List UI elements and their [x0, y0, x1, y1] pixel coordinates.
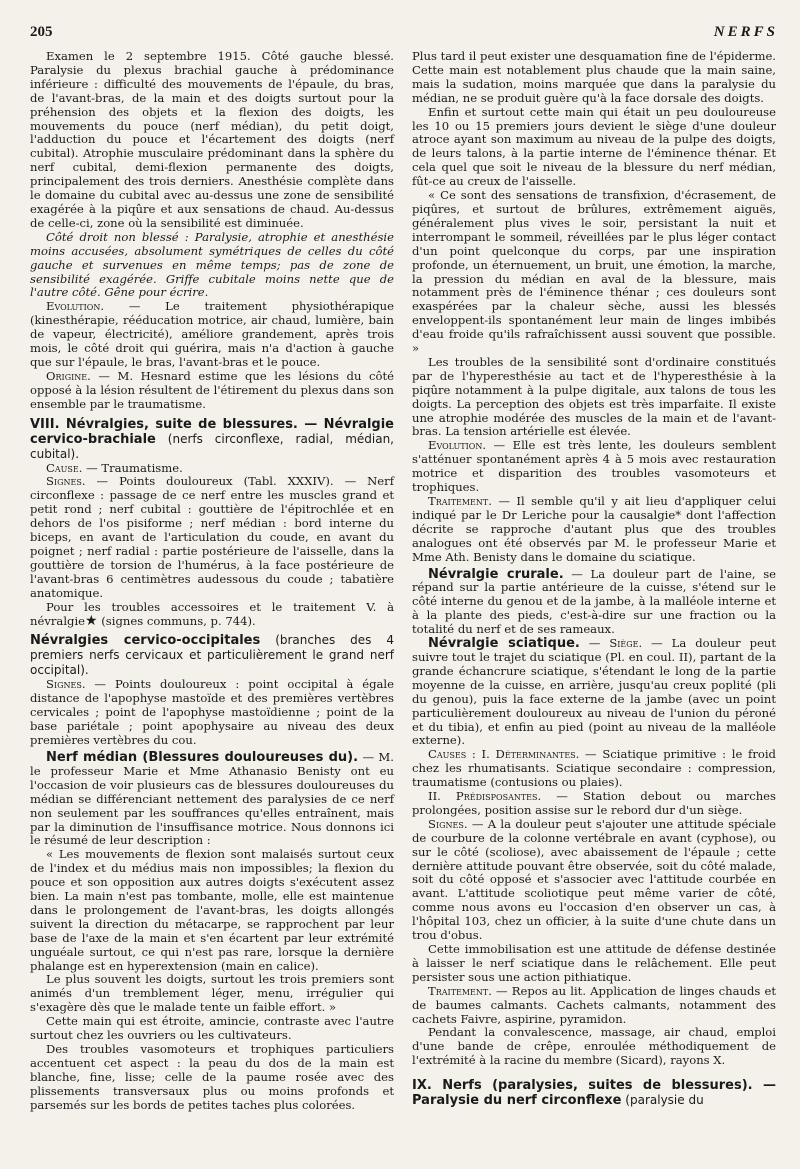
label: Evolution.	[428, 438, 487, 453]
paragraph	[30, 601, 394, 629]
paragraph	[412, 495, 776, 565]
paragraph: Les troubles de la sensibilité sont d'ordinaire constitués par de l'hyperesthésie au tact et de l'hyperesthésie à la piqûre notamment à la pulpe digitale, aux talons de tous les doigts. La perception des objets est très imparfaite. Il existe une atrophie modérée des muscles de la main et de l'avant-bras. La tension artérielle est élevée.	[412, 354, 776, 439]
label: Signes.	[428, 816, 468, 831]
label: Cause.	[46, 460, 83, 475]
paragraph: Pendant la convalescence, massage, air chaud, emploi d'une bande de crêpe, enroulée méthodiquement de l'extrémité à la racine du membre (Sicard), rayons X.	[412, 1025, 776, 1068]
paragraph: Cette main qui est étroite, amincie, contraste avec l'autre surtout chez les ouvriers ou les cultivateurs.	[30, 1014, 394, 1043]
text: — M. Hesnard estime que les lésions du côté opposé à la lésion résultent de l'étirement du plexus dans son ensemble par le traumatisme.	[30, 368, 394, 411]
two-columns	[30, 50, 778, 1113]
label: Signes.	[46, 677, 86, 692]
text: — Elle est très lente, les douleurs semblent s'atténuer spontanément après 4 à 5 mois avec restauration motrice et disparition des troubles vasomoteurs et trophiques.	[412, 438, 776, 495]
section-heading	[30, 417, 394, 462]
paragraph: Des troubles vasomoteurs et trophiques particuliers accentuent cet aspect : la peau du dos de la main est blanche, fine, lisse; celle de la paume rosée avec des plissements transversaux plus ou moins profonds et parsemés sur les bords de petites taches plus colorées.	[30, 1042, 394, 1112]
label: Siège.	[609, 636, 643, 651]
heading-text: IX. Nerfs (paralysies, suites de blessures). — Paralysie du nerf circonflexe	[412, 1078, 776, 1109]
heading-text: Névralgie sciatique.	[428, 636, 580, 652]
paragraph: Cette immobilisation est une attitude de défense destinée à laisser le nerf sciatique dans le relâchement. Elle peut persister sous une action pithiatique.	[412, 942, 776, 984]
heading-text: Nerf médian (Blessures douloureuses du).	[46, 749, 359, 765]
star-icon: ★	[85, 612, 98, 629]
text: — Points douloureux : point occipital à égale distance de l'apophyse mastoïde et des premières vertèbres cervicales ; point de l'apophyse mastoïdienne ; point de la base pariétale ; point apophysaire au niveau des deux premières vertèbres du cou.	[30, 677, 394, 748]
paragraph	[30, 300, 394, 370]
label: II. Prédisposantes.	[428, 789, 542, 804]
paragraph	[30, 462, 394, 476]
paragraph: Le plus souvent les doigts, surtout les trois premiers sont animés d'un tremblement léger, menu, irrégulier qui s'exagère dès que le malade tente un faible effort. »	[30, 972, 394, 1015]
text: — La douleur peut suivre tout le trajet du sciatique (Pl. en coul. II), partant de la grande échancrure sciatique, s'étendant le long de la partie moyenne de la cuisse, en arrière, jusqu'au creux poplité (pli du genou), puis la face externe de la jambe (avec un point particulièrement douloureux au niveau de l'union du péroné et du tibia), et enfin au pied (point au niveau de la malléole externe).	[412, 636, 777, 748]
paragraph	[30, 370, 394, 412]
page-number: 205	[30, 24, 53, 40]
text: — Traumatisme.	[82, 460, 183, 475]
paragraph	[30, 475, 394, 600]
heading-text: VIII. Névralgies, suite de blessures. — Névralgie cervico-brachiale	[30, 416, 394, 447]
paragraph	[412, 748, 776, 790]
text: — M. le professeur Marie et Mme Athanasio Benisty ont eu l'occasion de voir plusieurs cas de blessures douloureuses du médian se différenciant nettement des paralysies de ce nerf non seulement par les souffrances qu'elles entraînent, mais par la diminution de l'insuffisance motrice. Nous donnons ici le résumé de leur description :	[30, 749, 394, 848]
paragraph: « Les mouvements de flexion sont malaisés surtout ceux de l'index et du médius mais non impossibles; la flexion du pouce et son opposition aux autres doigts s'exécutent assez bien. La main n'est pas tombante, molle, elle est maintenue dans le prolongement de l'avant-bras, les doigts allongés suivent la direction du métacarpe, se rapprochent par leur base de l'axe de la main et s'en écartent par leur extrémité unguéale surtout, ce qui n'est pas rare, lorsque la dernière phalange est en hyperextension (main en calice).	[30, 847, 394, 973]
heading-text: Névralgie crurale.	[428, 566, 564, 582]
text: (signes communs, p. 744).	[97, 613, 256, 628]
heading-sub: (paralysie du	[621, 1093, 704, 1108]
paragraph: Plus tard il peut exister une desquamation fine de l'épiderme. Cette main est notablement plus chaude que la main saine, mais la sudation, moins marquée que dans la paralysie du médian, ne se produit guère qu'à la face dorsale des doigts.	[412, 49, 776, 105]
label: Signes.	[46, 474, 86, 489]
label: Causes : I. Déterminantes.	[428, 747, 580, 762]
section-heading	[30, 633, 394, 678]
paragraph	[412, 790, 776, 818]
paragraph: Enfin et surtout cette main qui était un peu douloureuse les 10 ou 15 premiers jours devient le siège d'une douleur atroce ayant son maximum au niveau de la pulpe des doigts, de leurs talons, à la partie interne de l'éminence thénar. Et cela quel que soit le niveau de la blessure du nerf médian, fût-ce au creux de l'aisselle.	[412, 104, 776, 189]
text: — Le traitement physiothérapique (kinesthérapie, rééducation motrice, air chaud, lumière, bain de vapeur, électricité), améliore grandement, après trois mois, le côté droit qui guérira, mais n'a d'action à gauche que sur l'épaule, le bras, l'avant-bras et le pouce.	[30, 299, 394, 369]
heading-text: Névralgies cervico-occipitales	[30, 633, 261, 649]
left-column	[30, 50, 394, 1113]
running-head: NERFS	[713, 24, 778, 40]
paragraph	[412, 985, 776, 1027]
label: Traitement.	[428, 983, 492, 998]
label: Traitement.	[428, 494, 492, 508]
label: Evolution.	[46, 299, 105, 314]
paragraph	[412, 568, 776, 638]
text: — La douleur part de l'aine, se répand sur la partie antérieure de la cuisse, s'étend sur le côté interne du genou et de la jambe, à la malléole interne et à la plante des pieds, c'est-à-dire sur une fraction ou la totalité du nerf et de ses rameaux.	[412, 566, 777, 637]
text: — Station debout ou marches prolongées, position assise sur le rebord dur d'un siège.	[412, 789, 776, 817]
heading-sub: (branches des 4 premiers nerfs cervicaux et particulièrement le grand nerf occipital).	[30, 633, 395, 678]
paragraph	[412, 818, 776, 943]
text: — Il semble qu'il y ait lieu d'appliquer celui indiqué par le Dr Leriche pour la causalgie* dont l'affection décrite se rapproche d'autant plus que des troubles analogues ont été observés par M. le professeur Marie et Mme Ath. Benisty dans le domaine du sciatique.	[412, 494, 776, 564]
right-column	[412, 50, 776, 1113]
paragraph	[30, 751, 394, 848]
text: — Repos au lit. Application de linges chauds et de baumes calmants. Cachets calmants, notamment des cachets Faivre, aspirine, pyramidon.	[412, 983, 776, 1026]
paragraph: Névralgie sciatique. — Siège. — La douleur peut suivre tout le trajet du sciatique (Pl. en coul. II), partant de la grande échancrure sciatique, s'étendant le long de la partie moyenne de la cuisse, en arrière, jusqu'au creux poplité (pli du genou), puis la face externe de la jambe (avec un point particulièrement douloureux au niveau de l'union du péroné et du tibia), et enfin au pied (point au niveau de la malléole externe).	[412, 636, 777, 748]
section-heading	[412, 1078, 776, 1108]
paragraph: Examen le 2 septembre 1915. Côté gauche blessé. Paralysie du plexus brachial gauche à prédominance inférieure : difficulté des mouvements de l'épaule, du bras, de l'avant-bras, de la main et des doigts surtout pour la préhension des objets et la flexion des doigts, les mouvements du pouce (nerf médian), du petit doigt, l'adduction du pouce et l'écartement des doigts (nerf cubital). Atrophie musculaire prédominant dans la sphère du nerf cubital, demi-flexion permanente des doigts, principalement des trois derniers. Anesthésie complète dans le domaine du cubital avec au-dessus une zone de sensibilité exagérée à la piqûre et aux sensations de chaud. Au-dessus de celle-ci, zone où la sensibilité est diminuée.	[30, 49, 394, 230]
paragraph	[30, 678, 394, 748]
text: Pour les troubles accessoires et le traitement V. à névralgie	[30, 599, 394, 628]
page-header	[30, 20, 778, 50]
paragraph	[412, 439, 776, 495]
text: — Points douloureux (Tabl. XXXIV). — Nerf circonflexe : passage de ce nerf entre les muscles grand et petit rond ; nerf cubital : gouttière de l'épitrochlée et en dehors de l'os pisiforme ; nerf médian : bord interne du biceps, en avant de l'articulation du coude, en avant du poignet ; nerf radial : partie postérieure de l'aisselle, dans la gouttière de torsion de l'humérus, à la face postérieure de l'avant-bras 6 centimètres audessous du coude ; tabatière anatomique.	[30, 474, 394, 600]
paragraph: « Ce sont des sensations de transfixion, d'écrasement, de piqûres, et surtout de brûlures, extrêmement aiguës, généralement plus vives le soir, persistant la nuit et interrompant le sommeil, réveillées par le plus léger contact d'un point quelconque du corps, par une inspiration profonde, un éternuement, un bruit, une émotion, la marche, la pression du médian en aval de la blessure, mais notamment près de l'éminence thénar ; ces douleurs sont exaspérées par la chaleur sèche, aussi les blessés enveloppent-ils spontanément leur main de linges imbibés d'eau froide qu'ils rafraîchissent aussi souvent que possible. »	[412, 188, 776, 356]
heading-sub: (nerfs circonflexe, radial, médian, cubital).	[30, 431, 394, 461]
text: — Sciatique primitive : le froid chez les rhumatisants. Sciatique secondaire : compression, traumatisme (contusions ou plaies).	[412, 747, 776, 790]
paragraph: Côté droit non blessé : Paralysie, atrophie et anesthésie moins accusées, absolument symétriques de celles du côté gauche et survenues en même temps; pas de zone de sensibilité exagérée. Griffe cubitale moins nette que de l'autre côté. Gêne pour écrire.	[30, 229, 394, 300]
label: Origine.	[46, 368, 91, 383]
text: — A la douleur peut s'ajouter une attitude spéciale de courbure de la colonne vertébrale en avant (cyphose), ou sur le côté (scoliose), avec abaissement de l'épaule ; cette dernière attitude pouvant être observée, soit du côté malade, soit du côté opposé et s'associer avec l'attitude courbée en avant. L'attitude scoliotique peut même varier de côté, comme nous avons eu l'occasion d'en observer un cas, à l'hôpital 103, chez un officier, à la suite d'une chute dans un trou d'obus.	[412, 816, 776, 943]
